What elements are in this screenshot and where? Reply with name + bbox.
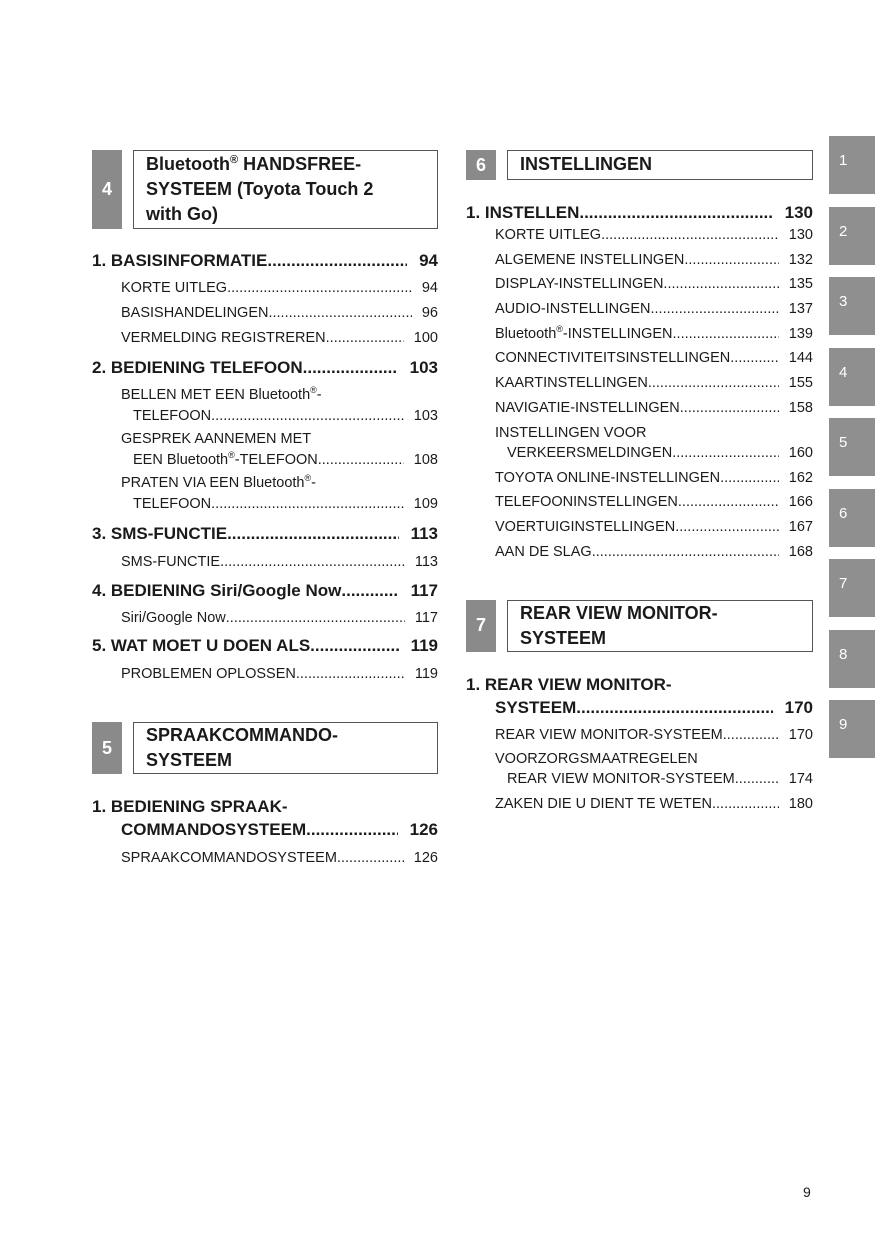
toc-item[interactable]: PROBLEMEN OPLOSSEN ..... 119 [92,664,438,684]
section-6-header [466,150,813,180]
toc-item[interactable]: ZAKEN DIE U DIENT TE WETEN ..... 180 [466,794,813,814]
toc-chapter[interactable]: 1. BEDIENING SPRAAK- COMMANDOSYSTEEM ..... 126 [92,795,438,841]
toc-item[interactable]: Bluetooth®-INSTELLINGEN ..... 139 [466,324,813,344]
toc-chapter[interactable]: 2. BEDIENING TELEFOON ..... 103 [92,356,438,379]
toc-chapter[interactable]: 1. BASISINFORMATIE ..... 94 [92,249,438,272]
toc-item[interactable]: AUDIO-INSTELLINGEN ..... 137 [466,299,813,319]
section-tab[interactable]: 7 [829,559,875,617]
section-number: 5 [92,722,122,774]
section-7-header [466,600,813,652]
section-tab[interactable]: 2 [829,207,875,265]
toc-item[interactable]: Siri/Google Now ..... 117 [92,608,438,628]
toc-item[interactable]: SMS-FUNCTIE ..... 113 [92,552,438,572]
toc-chapter[interactable]: 3. SMS-FUNCTIE ..... 113 [92,522,438,545]
toc-item[interactable]: BELLEN MET EEN Bluetooth®- TELEFOON ..... 103 [92,385,438,426]
section-number: 6 [466,150,496,180]
toc-item[interactable]: KORTE UITLEG ..... 130 [466,225,813,245]
section-tabs [829,136,875,771]
toc-item[interactable]: BASISHANDELINGEN ..... 96 [92,303,438,323]
toc-item[interactable]: ALGEMENE INSTELLINGEN ..... 132 [466,250,813,270]
section-tab[interactable]: 1 [829,136,875,194]
toc-item[interactable]: PRATEN VIA EEN Bluetooth®- TELEFOON ..... 109 [92,473,438,514]
right-column [466,150,813,814]
toc-chapter[interactable]: 1. REAR VIEW MONITOR- SYSTEEM ..... 170 [466,673,813,719]
section-title: REAR VIEW MONITOR- SYSTEEM [507,600,813,652]
section-tab[interactable]: 5 [829,418,875,476]
section-number: 7 [466,600,496,652]
toc-item[interactable]: NAVIGATIE-INSTELLINGEN ..... 158 [466,398,813,418]
section-5-header [92,722,438,774]
section-tab[interactable]: 8 [829,630,875,688]
section-tab[interactable]: 9 [829,700,875,758]
toc-item[interactable]: VOERTUIGINSTELLINGEN ..... 167 [466,517,813,537]
toc-item[interactable]: VERMELDING REGISTREREN ..... 100 [92,328,438,348]
section-title: INSTELLINGEN [507,150,813,180]
section-number: 4 [92,150,122,229]
toc-item[interactable]: GESPREK AANNEMEN MET EEN Bluetooth®-TELEFOON ..... 108 [92,429,438,470]
section-title: SPRAAKCOMMANDO- SYSTEEM [133,722,438,774]
toc-item[interactable]: INSTELLINGEN VOOR VERKEERSMELDINGEN ..... 160 [466,423,813,464]
toc-item[interactable]: VOORZORGSMAATREGELEN REAR VIEW MONITOR-SYSTEEM ..... 174 [466,749,813,790]
section-title: Bluetooth® HANDSFREE- SYSTEEM (Toyota Touch 2 with Go) [133,150,438,229]
toc-chapter[interactable]: 1. INSTELLEN ..... 130 [466,201,813,224]
toc-item[interactable]: KORTE UITLEG ..... 94 [92,278,438,298]
toc-chapter[interactable]: 4. BEDIENING Siri/Google Now ..... 117 [92,579,438,602]
toc-item[interactable]: REAR VIEW MONITOR-SYSTEEM ..... 170 [466,725,813,745]
page-number: 9 [803,1184,811,1200]
section-tab[interactable]: 3 [829,277,875,335]
toc-item[interactable]: SPRAAKCOMMANDOSYSTEEM ..... 126 [92,848,438,868]
section-tab[interactable]: 6 [829,489,875,547]
toc-item[interactable]: CONNECTIVITEITSINSTELLINGEN ..... 144 [466,348,813,368]
toc-item[interactable]: AAN DE SLAG ..... 168 [466,542,813,562]
toc-item[interactable]: DISPLAY-INSTELLINGEN ..... 135 [466,274,813,294]
toc-item[interactable]: TELEFOONINSTELLINGEN ..... 166 [466,492,813,512]
left-column [92,150,438,868]
toc-item[interactable]: KAARTINSTELLINGEN ..... 155 [466,373,813,393]
section-tab[interactable]: 4 [829,348,875,406]
section-4-header [92,150,438,229]
toc-chapter[interactable]: 5. WAT MOET U DOEN ALS... ..... 119 [92,634,438,657]
toc-item[interactable]: TOYOTA ONLINE-INSTELLINGEN ..... 162 [466,468,813,488]
